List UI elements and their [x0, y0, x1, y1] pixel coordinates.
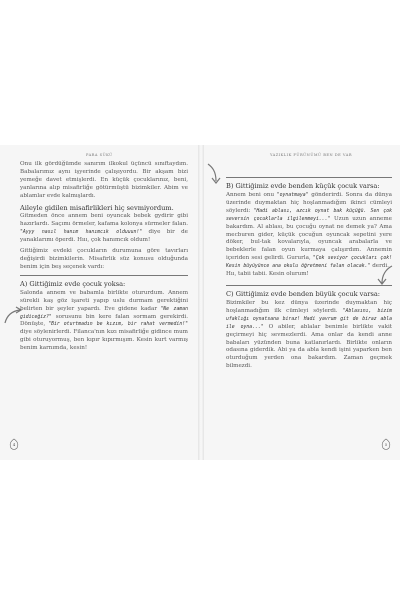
section-c-body: [226, 300, 392, 371]
left-page: [0, 145, 198, 460]
section-a-quote-1: "Ne zaman gidiceğiz?": [20, 306, 188, 320]
section-c-frame: [226, 285, 392, 298]
swirl-arrow-icon: [372, 263, 396, 287]
section-a-mid: sorusunu bin kere falan sormam gerekirdi. Dönüşte,: [20, 313, 188, 328]
section-b-mid: gönderirdi. Sonra da dünya üzerinde duymaktan hiç hoşlanmadığım ikinci cümleyi söylerdi:: [226, 192, 393, 214]
right-running-head: YAZIKLIK FÜRÜNÜMÜ BEN DE VAR: [270, 153, 353, 157]
left-paragraph-2: [20, 213, 188, 245]
section-b-frame: [226, 177, 392, 190]
left-page-number-text: 4: [12, 442, 16, 447]
section-b-tail: derdi.: [372, 263, 389, 270]
left-page-number: [8, 438, 20, 450]
right-page-number-text: 5: [384, 442, 388, 447]
section-a-quote-2: "Bir oturtmadın be kızım, bir rahat vermedin!": [48, 322, 188, 328]
section-a-title: A) Gittiğimiz evde çocuk yoksa:: [20, 279, 126, 288]
right-page: [204, 145, 400, 460]
section-b-last: Hıı, tabii tabii. Kesin olurum!: [226, 271, 309, 278]
section-a-end: diye söylenirlerdi. Filanca'nın kızı misafirliğe gidince mum gibi oturuyormuş, ben kıpır kıpırmışım. Kesin kurt varmış benim karnımda, kesin!: [20, 329, 188, 352]
left-para2-start: Gitmeden önce annem beni oyuncak bebek gydirir gibi hazırlardı. Saçımı örmeler, kafama kolonya sürmeler falan.: [20, 213, 188, 228]
section-b-title: B) Gittiğimiz evde benden küçük çocuk varsa:: [226, 182, 380, 190]
left-para2-end: diye bir de yanaklarımı öperdi. Hııı, çok hanımcık oldum!: [20, 229, 188, 244]
section-c-quote: "Ablasını, bizim ufaklığı oynatsana biraz! Hadi yavrum git de biraz abla ile oyna...": [226, 308, 392, 330]
section-b-start: Annem beni onu: [226, 192, 275, 198]
left-running-head: PARA SÜKÜ: [86, 153, 113, 157]
left-paragraph-3: Gittiğimiz evdeki çocukların durumuna göre tavırları değişirdi bizimkilerin. Misafirlik süz konusu olduğunda benim için beş seçenek vardı:: [20, 248, 188, 270]
left-heading-line: Aileyle gidilen misafirlikleri hiç sevmiyordum.: [20, 203, 174, 212]
swirl-arrow-icon: [2, 305, 24, 327]
section-c-title: C) Gittiğimiz evde benden büyük çocuk varsa:: [226, 289, 381, 298]
section-c-end: O abiler, ablalar benimle birlikte vakit geçirmeyi hiç sevmezlerdi. Ama onlar da kendi anne babaları yüzünden buna katlanırlardı. Birlikte onların odasına giderdik. Abi ya da abla kendi işini yaparken ben oturduğum yerden ona bakardım. Zaman geçmek bilmezdi.: [226, 323, 392, 370]
section-b-quote-3: "Çok seviyor çocukları çok! Kesin büyüyünce ana okulu öğretmeni falan olacak.": [226, 256, 392, 270]
section-a-frame: [20, 275, 188, 288]
left-paragraph-1: Onu ilk gördüğümde sanırım ilkokul üçüncü sınıftaydım. Babalarımız aynı işyerinde çalışıyordu. Bir akşam bizi yemeğe davet etmişlerdi. En küçük çocuklarınız, beni, yanlarına alıp misafirliğe götürmüştü bizimkiler. Abim ve ablamlar evde kalmışlardı.: [20, 161, 188, 199]
right-page-number: [380, 438, 392, 450]
section-b-body: [226, 192, 392, 271]
right-text: [226, 161, 392, 371]
section-b-end: Uzun uzun anneme bakardım. Al ablası, bu çocuğu oynat ne demek ya? Ama mecburen gider, küçük çocuğun oyuncak sepetini yere döker, bul-tak kovalarıyla, oyuncak arabalarla ve bebeklerle falan oyun kurmaya çalışırdım. Annemin içeriden sesi gelirdi. Gururla,: [226, 215, 392, 262]
section-b-quote-1: "oynatmaya": [276, 193, 309, 198]
section-a-start: Salonda annem ve babamla birlikte otururdum. Annem sürekli kaş göz işareti yapıp uslu durmam gerektiğini belirten bir şeyler yapardı. Eve gidene kadar: [20, 289, 188, 312]
left-text: [20, 161, 188, 353]
section-c-start: Bizimkiler bu kez dünya üzerinde duymaktan hiç hoşlanmadığım ilk cümleyi söylerdi.: [226, 299, 392, 314]
swirl-arrow-icon: [204, 161, 226, 189]
section-b-quote-2: "Hadi ablası, azcık oynat bak küçüğü. Sen çok seversin çocuklarla ilgilenmeyi...": [226, 208, 392, 222]
left-para2-quote: "Ayyy nasıl hanım hanımcık olduuun!": [20, 230, 143, 236]
section-a-body: [20, 290, 188, 353]
